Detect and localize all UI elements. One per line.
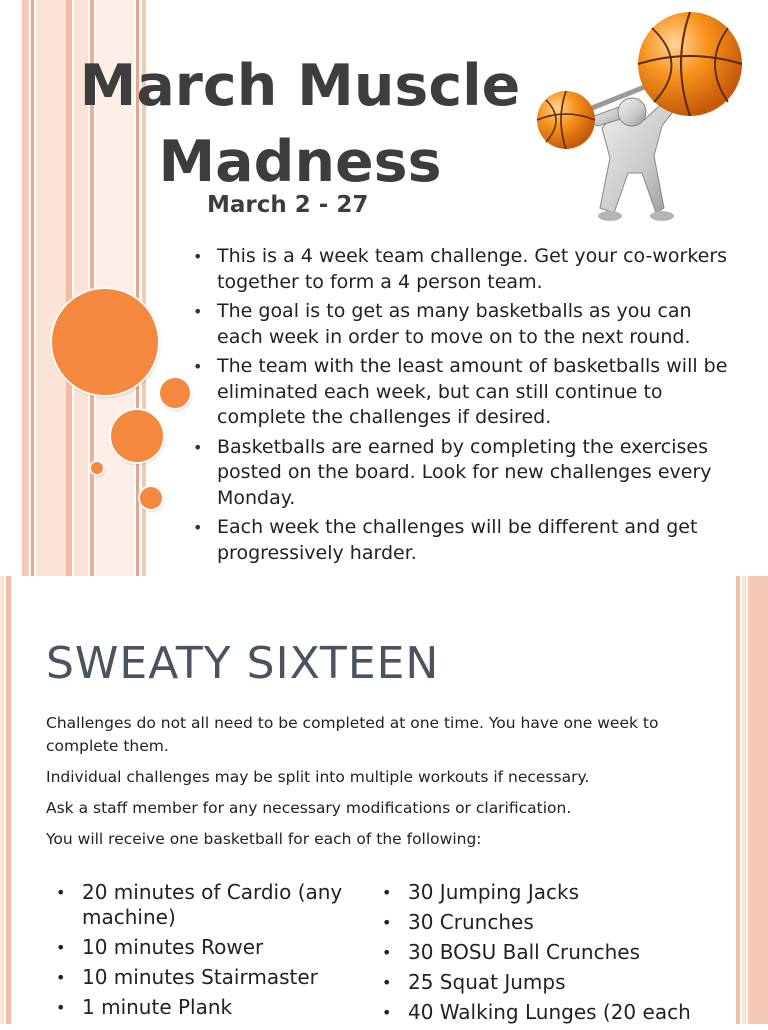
instruction-text: You will receive one basketball for each of the following: (46, 830, 482, 848)
weightlifter-basketball-barbell-icon (532, 8, 752, 238)
date-range: March 2 - 27 (207, 192, 369, 218)
list-item: • 10 minutes Rower (48, 935, 368, 960)
decorative-circle-small-2 (140, 487, 162, 509)
list-item: • This is a 4 week team challenge. Get your co-workers together to form a 4 person team. (193, 244, 733, 295)
instruction-text: Challenges do not all need to be completed at one time. You have one week to complete them. (46, 714, 659, 755)
decorative-stripe (748, 576, 768, 1024)
instruction-text: Individual challenges may be split into multiple workouts if necessary. (46, 768, 590, 786)
decorative-circle-large (52, 289, 158, 395)
decorative-stripe (0, 576, 4, 1024)
decorative-stripe (6, 576, 11, 1024)
page-title: March Muscle Madness (79, 53, 521, 195)
list-item: • 1 minute Plank (48, 995, 368, 1020)
list-item: • 20 minutes of Cardio (any machine) (48, 880, 368, 930)
section-title: SWEATY SIXTEEN (46, 638, 440, 689)
instruction-text: Ask a staff member for any necessary modifications or clarification. (46, 799, 572, 817)
list-item: • The goal is to get as many basketballs as you can each week in order to move on to the next round. (193, 299, 733, 350)
rules-list (193, 244, 733, 570)
list-item: • 40 Walking Lunges (20 each (374, 1000, 724, 1025)
decorative-circle-tiny (91, 462, 103, 474)
list-item: • 30 Jumping Jacks (374, 880, 724, 905)
decorative-circle-small (160, 378, 190, 408)
instructions (46, 712, 686, 859)
list-item: • 30 BOSU Ball Crunches (374, 940, 724, 965)
list-item: • 10 minutes Stairmaster (48, 965, 368, 990)
exercise-list-left (48, 880, 368, 1025)
list-item: • 30 Crunches (374, 910, 724, 935)
decorative-stripe (742, 576, 746, 1024)
list-item: • The team with the least amount of basketballs will be eliminated each week, but can still continue to complete the challenges if desired. (193, 354, 733, 431)
decorative-stripe (736, 576, 740, 1024)
list-item: • Each week the challenges will be different and get progressively harder. (193, 515, 733, 566)
list-item: • 25 Squat Jumps (374, 970, 724, 995)
exercise-list-right (374, 880, 724, 1030)
list-item: • Basketballs are earned by completing the exercises posted on the board. Look for new challenges every Monday. (193, 435, 733, 512)
decorative-circle-medium (111, 410, 163, 462)
